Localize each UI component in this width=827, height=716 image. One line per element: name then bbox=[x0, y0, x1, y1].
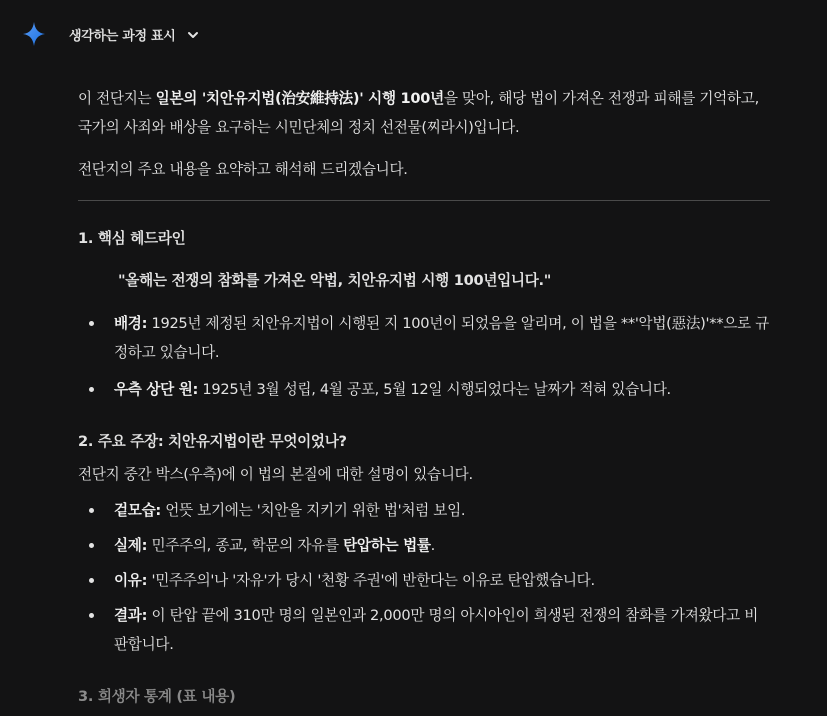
list-item: 이유: '민주주의'나 '자유'가 당시 '천황 주권'에 반한다는 이유로 탄압했습니다. bbox=[78, 566, 770, 595]
list-item: 배경: 1925년 제정된 치안유지법이 시행된 지 100년이 되었음을 알리며, 이 법을 **'악법(惡法)'**으로 규정하고 있습니다. bbox=[78, 309, 770, 367]
chevron-down-icon[interactable] bbox=[186, 27, 200, 41]
thinking-label: 생각하는 과정 표시 bbox=[69, 28, 176, 44]
section-1-list bbox=[78, 309, 770, 404]
list-item: 겉모습: 언뜻 보기에는 '치안을 지키기 위한 법'처럼 보임. bbox=[78, 496, 770, 525]
thinking-toggle[interactable] bbox=[22, 20, 200, 48]
section-3-heading: 3. 희생자 통계 (표 내용) bbox=[78, 688, 236, 705]
section-2-intro: 전단지 중간 박스(우측)에 이 법의 본질에 대한 설명이 있습니다. bbox=[78, 466, 473, 483]
section-2-list bbox=[78, 496, 770, 659]
intro-paragraph: 이 전단지는 일본의 '치안유지법(治安維持法)' 시행 100년을 맞아, 해당 법이 가져온 전쟁과 피해를 기억하고, 국가의 사죄와 배상을 요구하는 시민단체의 정치 선전물(찌라시)입니다. bbox=[78, 90, 759, 136]
response-body bbox=[78, 84, 770, 711]
divider bbox=[78, 200, 770, 201]
summary-paragraph: 전단지의 주요 내용을 요약하고 해석해 드리겠습니다. bbox=[78, 161, 408, 178]
list-item: 실제: 민주주의, 종교, 학문의 자유를 탄압하는 법률. bbox=[78, 531, 770, 560]
list-item: 우측 상단 원: 1925년 3월 성립, 4월 공포, 5월 12일 시행되었다는 날짜가 적혀 있습니다. bbox=[78, 375, 770, 404]
list-item: 결과: 이 탄압 끝에 310만 명의 일본인과 2,000만 명의 아시아인이 희생된 전쟁의 참화를 가져왔다고 비판합니다. bbox=[78, 601, 770, 659]
section-1-heading: 1. 핵심 헤드라인 bbox=[78, 230, 186, 247]
gemini-sparkle-icon bbox=[22, 21, 46, 47]
intro-bold: 일본의 '치안유지법(治安維持法)' 시행 100년 bbox=[155, 90, 444, 107]
headline-quote: "올해는 전쟁의 참화를 가져온 악법, 치안유지법 시행 100년입니다." bbox=[118, 272, 552, 289]
section-2-heading: 2. 주요 주장: 치안유지법이란 무엇이었나? bbox=[78, 433, 347, 450]
